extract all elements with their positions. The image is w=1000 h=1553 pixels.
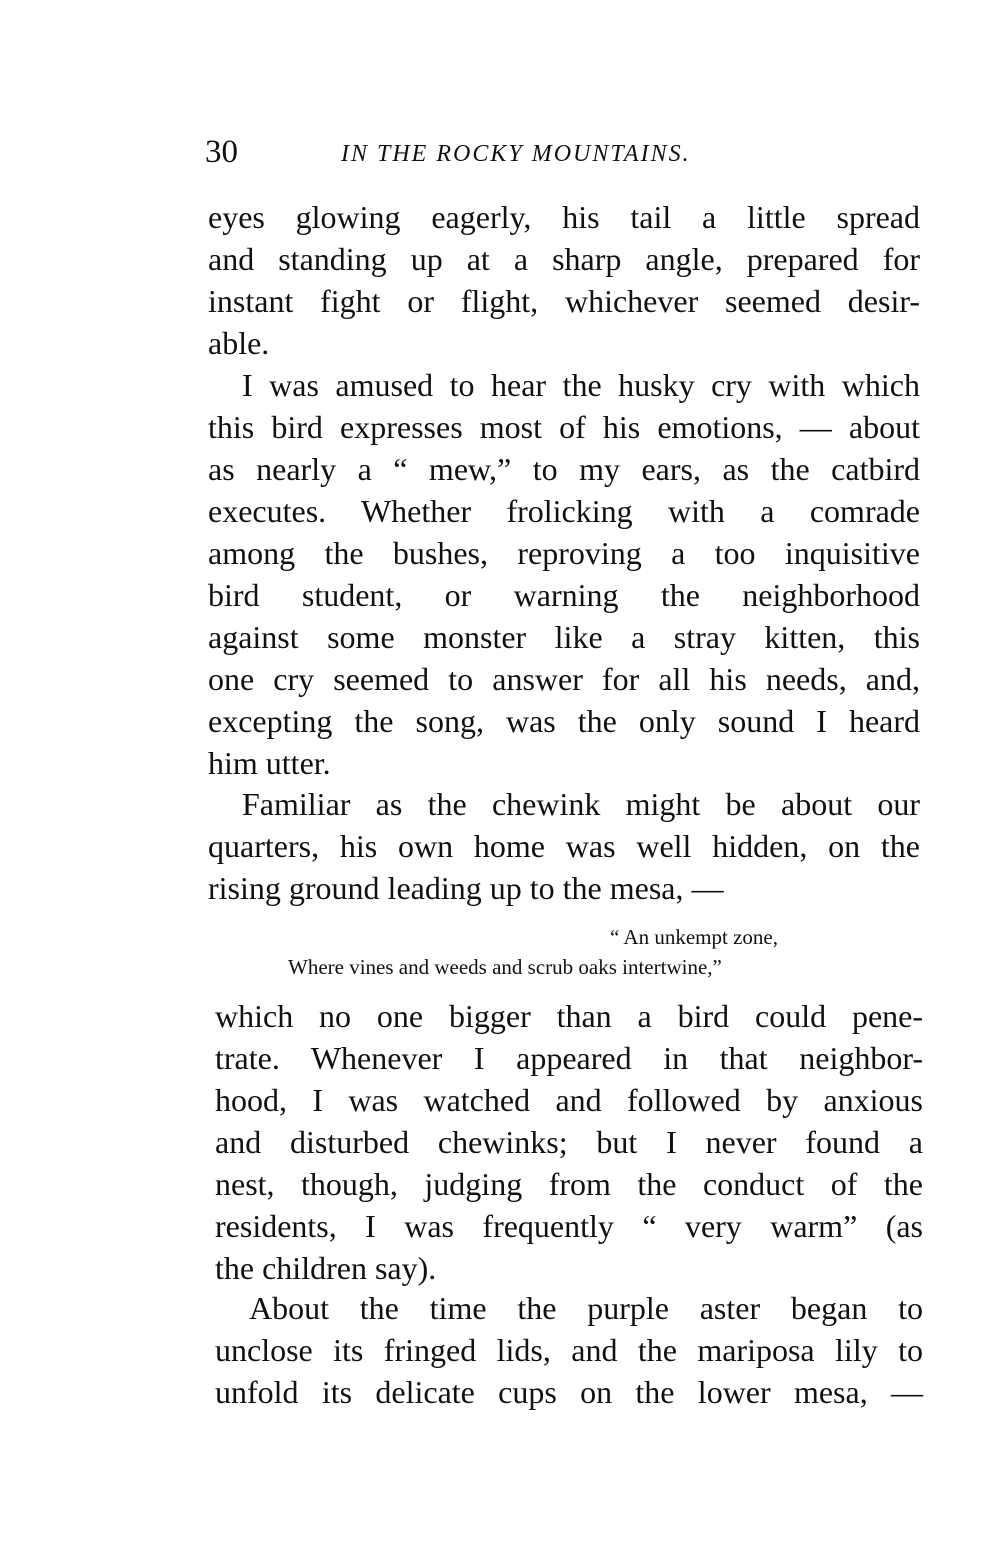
- text-line: bird student, or warning the neighborhood: [208, 577, 920, 613]
- running-title: IN THE ROCKY MOUNTAINS.: [341, 141, 691, 167]
- paragraph-3: [208, 783, 920, 909]
- text-line: the children say).: [215, 1250, 437, 1286]
- text-line: excepting the song, was the only sound I heard: [208, 703, 920, 739]
- text-line: nest, though, judging from the conduct of the: [215, 1166, 923, 1202]
- quote-line: Where vines and weeds and scrub oaks intertwine,”: [288, 955, 722, 979]
- text-line: among the bushes, reproving a too inquisitive: [208, 535, 920, 571]
- running-head: [205, 132, 805, 172]
- paragraph-5: [215, 1287, 923, 1413]
- text-line: able.: [208, 325, 270, 361]
- text-line: residents, I was frequently “ very warm” (as: [215, 1208, 923, 1244]
- text-line: trate. Whenever I appeared in that neighbor-: [215, 1040, 923, 1076]
- page-number: 30: [205, 134, 238, 170]
- text-line: which no one bigger than a bird could pene-: [215, 998, 923, 1034]
- text-line: quarters, his own home was well hidden, on the: [208, 828, 920, 864]
- text-line: rising ground leading up to the mesa, —: [208, 870, 724, 906]
- text-line: one cry seemed to answer for all his needs, and,: [208, 661, 920, 697]
- text-line: Familiar as the chewink might be about our: [242, 786, 920, 822]
- paragraph-2: [208, 364, 920, 784]
- text-line: unclose its fringed lids, and the mariposa lily to: [215, 1332, 923, 1368]
- text-line: and disturbed chewinks; but I never found a: [215, 1124, 923, 1160]
- text-line: unfold its delicate cups on the lower mesa, —: [215, 1374, 923, 1410]
- text-line: against some monster like a stray kitten, this: [208, 619, 920, 655]
- paragraph-1: [208, 196, 920, 364]
- text-line: executes. Whether frolicking with a comrade: [208, 493, 920, 529]
- quote-line: “ An unkempt zone,: [610, 925, 778, 949]
- text-line: About the time the purple aster began to: [249, 1290, 923, 1326]
- text-line: instant fight or flight, whichever seemed desir-: [208, 283, 920, 319]
- text-line: and standing up at a sharp angle, prepared for: [208, 241, 920, 277]
- text-line: this bird expresses most of his emotions, — about: [208, 409, 920, 445]
- text-line: him utter.: [208, 745, 331, 781]
- text-line: eyes glowing eagerly, his tail a little spread: [208, 199, 920, 235]
- text-line: hood, I was watched and followed by anxious: [215, 1082, 923, 1118]
- paragraph-4: [215, 995, 923, 1289]
- text-line: as nearly a “ mew,” to my ears, as the catbird: [208, 451, 920, 487]
- verse-quotation: [288, 922, 888, 982]
- text-line: I was amused to hear the husky cry with which: [242, 367, 920, 403]
